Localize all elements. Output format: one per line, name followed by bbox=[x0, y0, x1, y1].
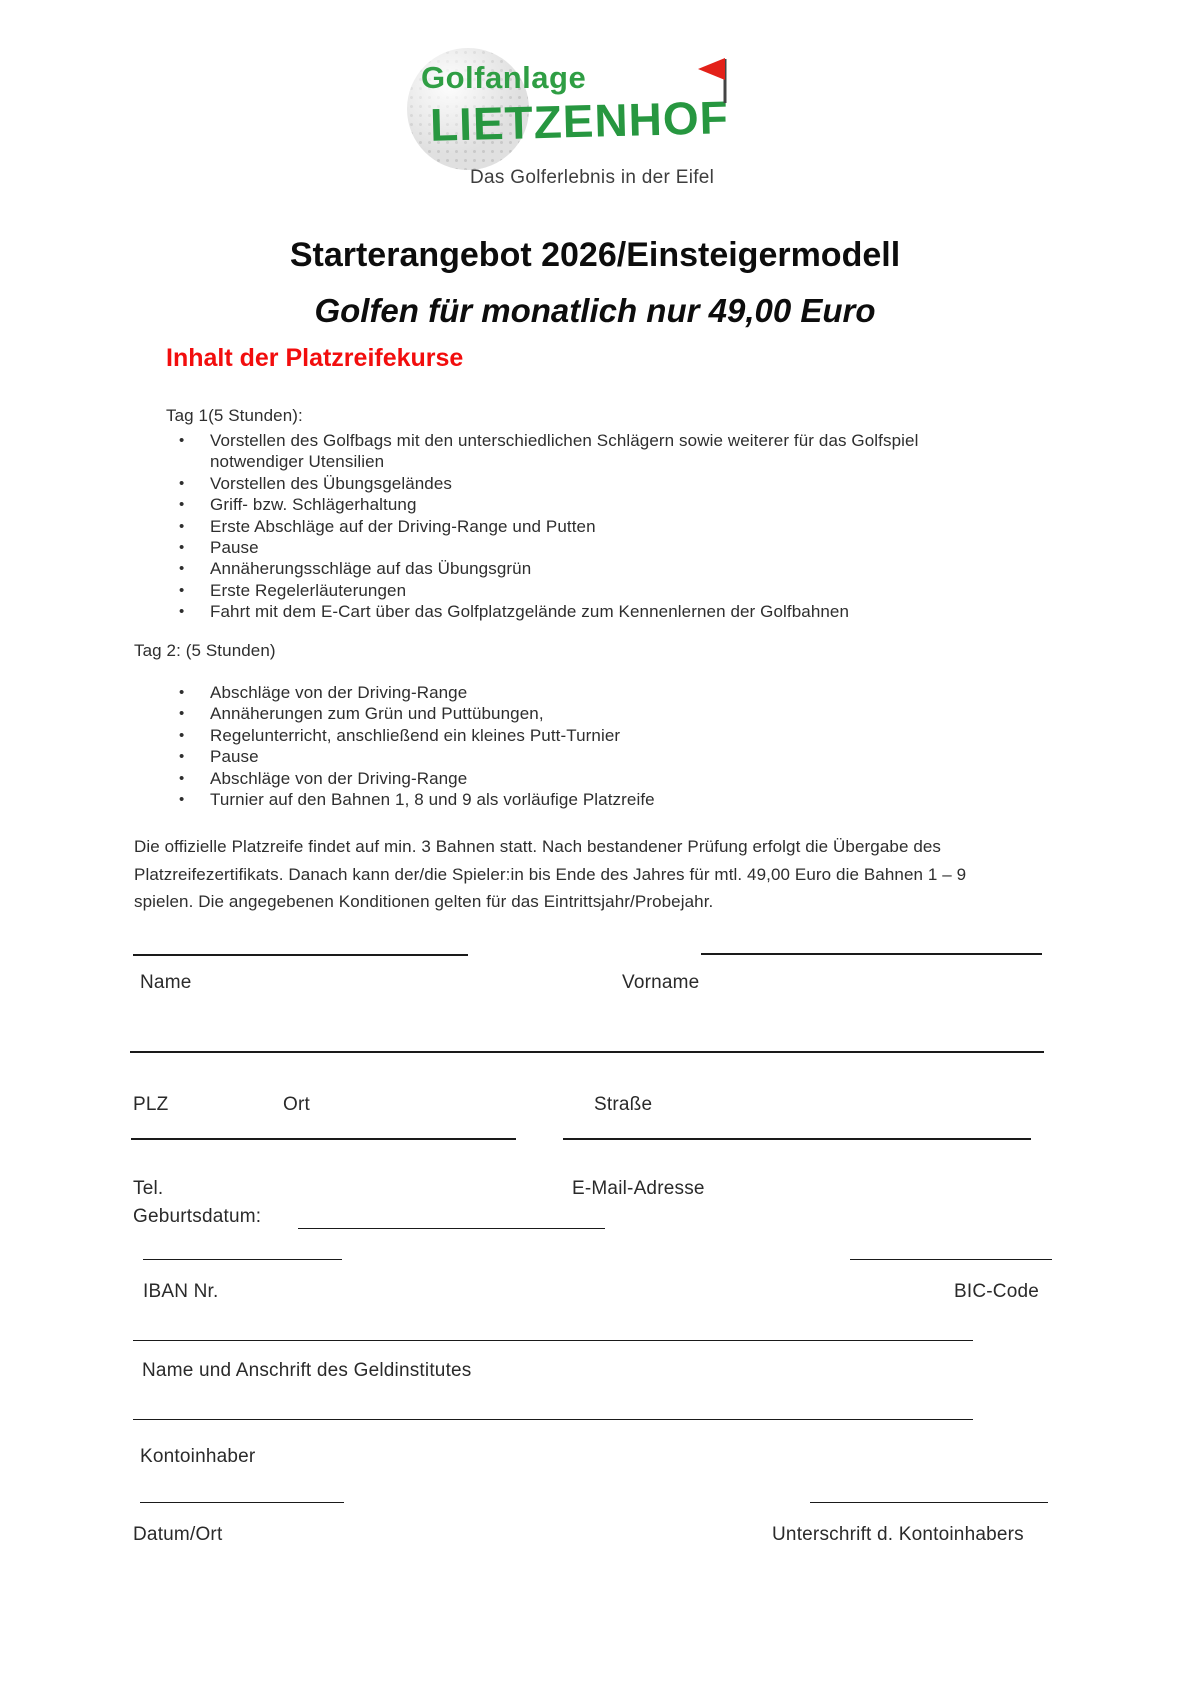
golf-flag-icon bbox=[694, 56, 732, 106]
iban-underline bbox=[143, 1259, 342, 1260]
unterschrift-label: Unterschrift d. Kontoinhabers bbox=[772, 1524, 1024, 1545]
day2-heading: Tag 2: (5 Stunden) bbox=[134, 641, 276, 660]
kontoinhaber-label: Kontoinhaber bbox=[140, 1446, 256, 1467]
tel-underline bbox=[131, 1138, 516, 1140]
logo-tagline: Das Golferlebnis in der Eifel bbox=[470, 167, 715, 188]
vorname-underline bbox=[701, 953, 1042, 955]
list-item: • Vorstellen des Übungsgeländes bbox=[177, 473, 972, 494]
bic-label: BIC-Code bbox=[954, 1281, 1040, 1302]
unterschrift-underline bbox=[810, 1502, 1048, 1503]
list-item: • Annäherungsschläge auf das Übungsgrün bbox=[177, 558, 972, 579]
plz-label: PLZ bbox=[133, 1094, 169, 1115]
list-item: • Abschläge von der Driving-Range bbox=[177, 682, 972, 703]
vorname-label: Vorname bbox=[622, 972, 700, 993]
bic-underline bbox=[850, 1259, 1052, 1260]
list-item: • Annäherungen zum Grün und Puttübungen, bbox=[177, 703, 972, 724]
geburtsdatum-underline bbox=[298, 1228, 605, 1229]
name-underline bbox=[133, 954, 468, 956]
page-subtitle: Golfen für monatlich nur 49,00 Euro bbox=[314, 292, 876, 329]
logo-brand-main: LIETZENHOF bbox=[429, 91, 730, 151]
email-label: E-Mail-Adresse bbox=[572, 1178, 705, 1199]
list-item: • Erste Abschläge auf der Driving-Range und Putten bbox=[177, 516, 972, 537]
strasse-label: Straße bbox=[594, 1094, 653, 1115]
closing-paragraph: Die offizielle Platzreife findet auf min. 3 Bahnen statt. Nach bestandener Prüfung erfolgt die Übergabe des Platzreifezertifikats. Danach kann der/die Spieler:in bis Ende des Jahres für mtl. 49,00 Euro die Bahnen 1 – 9 spielen. Die angegebenen Konditionen gelten für das Eintrittsjahr/Probejahr. bbox=[134, 837, 967, 911]
section-heading: Inhalt der Platzreifekurse bbox=[166, 344, 464, 372]
list-item: • Vorstellen des Golfbags mit den unterschiedlichen Schlägern sowie weiterer für das Golfspiel notwendiger Utensilien bbox=[177, 430, 972, 473]
list-item: • Erste Regelerläuterungen bbox=[177, 580, 972, 601]
kontoinhaber-underline bbox=[133, 1419, 973, 1420]
list-item: • Regelunterricht, anschließend ein kleines Putt-Turnier bbox=[177, 725, 972, 746]
list-item: • Griff- bzw. Schlägerhaltung bbox=[177, 494, 972, 515]
email-underline bbox=[563, 1138, 1031, 1140]
datum-underline bbox=[140, 1502, 344, 1503]
list-item: • Fahrt mit dem E-Cart über das Golfplatzgelände zum Kennenlernen der Golfbahnen bbox=[177, 601, 972, 622]
day2-list bbox=[177, 682, 972, 810]
name-label: Name bbox=[140, 972, 192, 993]
geburtsdatum-label: Geburtsdatum: bbox=[133, 1206, 262, 1227]
ort-label: Ort bbox=[283, 1094, 310, 1115]
logo-brand-top: Golfanlage bbox=[421, 60, 587, 95]
geldinstitut-label: Name und Anschrift des Geldinstitutes bbox=[142, 1360, 472, 1381]
list-item: • Pause bbox=[177, 537, 972, 558]
day1-heading: Tag 1(5 Stunden): bbox=[166, 406, 303, 425]
day1-list bbox=[177, 430, 972, 623]
address-underline bbox=[130, 1051, 1044, 1053]
datum-ort-label: Datum/Ort bbox=[133, 1524, 223, 1545]
list-item: • Pause bbox=[177, 746, 972, 767]
list-item: • Turnier auf den Bahnen 1, 8 und 9 als vorläufige Platzreife bbox=[177, 789, 972, 810]
list-item: • Abschläge von der Driving-Range bbox=[177, 768, 972, 789]
iban-label: IBAN Nr. bbox=[143, 1281, 219, 1302]
tel-label: Tel. bbox=[133, 1178, 164, 1199]
page-title: Starterangebot 2026/Einsteigermodell bbox=[289, 236, 901, 274]
geldinstitut-underline bbox=[133, 1340, 973, 1341]
